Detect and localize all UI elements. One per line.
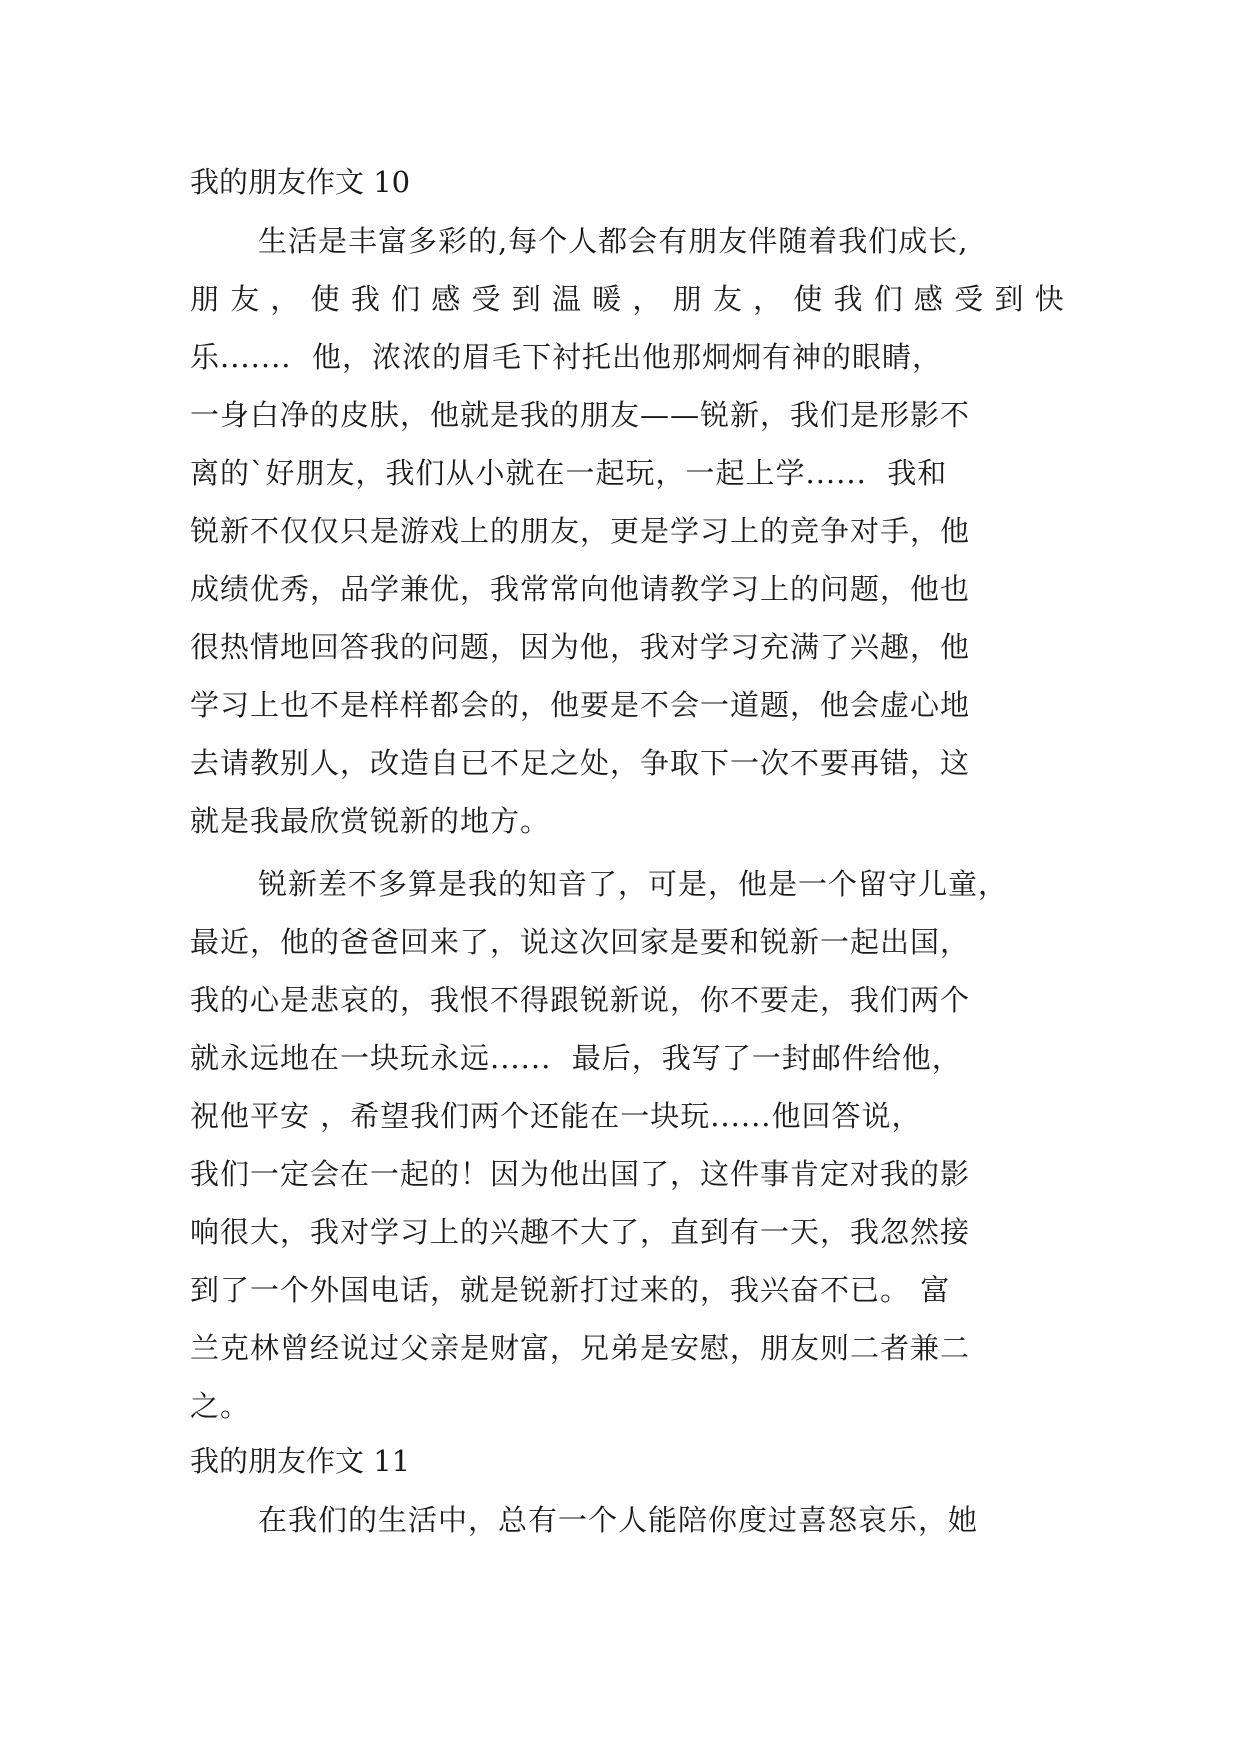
paragraph-line: 祝他平安 ，希望我们两个还能在一块玩......他回答说， <box>190 1099 922 1133</box>
paragraph-line: 学习上也不是样样都会的，他要是不会一道题，他会虚心地 <box>190 688 971 722</box>
paragraph-line: 我的心是悲哀的，我恨不得跟锐新说，你不要走，我们两个 <box>190 983 971 1017</box>
paragraph-line: 兰克林曾经说过父亲是财富，兄弟是安慰，朋友则二者兼二 <box>190 1331 971 1365</box>
paragraph-line: 离的`好朋友，我们从小就在一起玩，一起上学...... 我和 <box>190 456 948 490</box>
paragraph-line: 在我们的生活中，总有一个人能陪你度过喜怒哀乐，她 <box>258 1503 979 1537</box>
paragraph-line: 去请教别人，改造自已不足之处，争取下一次不要再错，这 <box>190 746 971 780</box>
paragraph-line: 成绩优秀，品学兼优，我常常向他请教学习上的问题，他也 <box>190 572 971 606</box>
paragraph-line: 一身白净的皮肤，他就是我的朋友——锐新，我们是形影不 <box>190 398 971 432</box>
section-title: 我的朋友作文 10 <box>190 165 411 199</box>
paragraph-line: 锐新差不多算是我的知音了，可是，他是一个留守儿童， <box>258 867 1009 901</box>
paragraph-line: 最近，他的爸爸回来了，说这次回家是要和锐新一起出国， <box>190 925 971 959</box>
paragraph-line: 很热情地回答我的问题，因为他，我对学习充满了兴趣，他 <box>190 630 971 664</box>
paragraph-line: 锐新不仅仅只是游戏上的朋友，更是学习上的竞争对手，他 <box>190 514 971 548</box>
paragraph-line: 我们一定会在一起的！因为他出国了，这件事肯定对我的影 <box>190 1157 971 1191</box>
paragraph-line: 朋 友 ， 使 我 们 感 受 到 温 暖 ， 朋 友 ， 使 我 们 感 受 到 快 <box>190 282 1065 316</box>
paragraph-line: 就永远地在一块玩永远...... 最后，我写了一封邮件给他， <box>190 1041 962 1075</box>
section-title: 我的朋友作文 11 <box>190 1444 411 1478</box>
paragraph-line: 响很大，我对学习上的兴趣不大了，直到有一天，我忽然接 <box>190 1215 971 1249</box>
paragraph-line: 就是我最欣赏锐新的地方。 <box>190 804 551 838</box>
paragraph-line: 到了一个外国电话，就是锐新打过来的，我兴奋不已。 富 <box>190 1273 951 1307</box>
paragraph-line: 生活是丰富多彩的,每个人都会有朋友伴随着我们成长, <box>258 224 969 258</box>
paragraph-line: 之。 <box>190 1389 251 1423</box>
paragraph-line: 乐....... 他，浓浓的眉毛下衬托出他那炯炯有神的眼睛， <box>190 340 942 374</box>
